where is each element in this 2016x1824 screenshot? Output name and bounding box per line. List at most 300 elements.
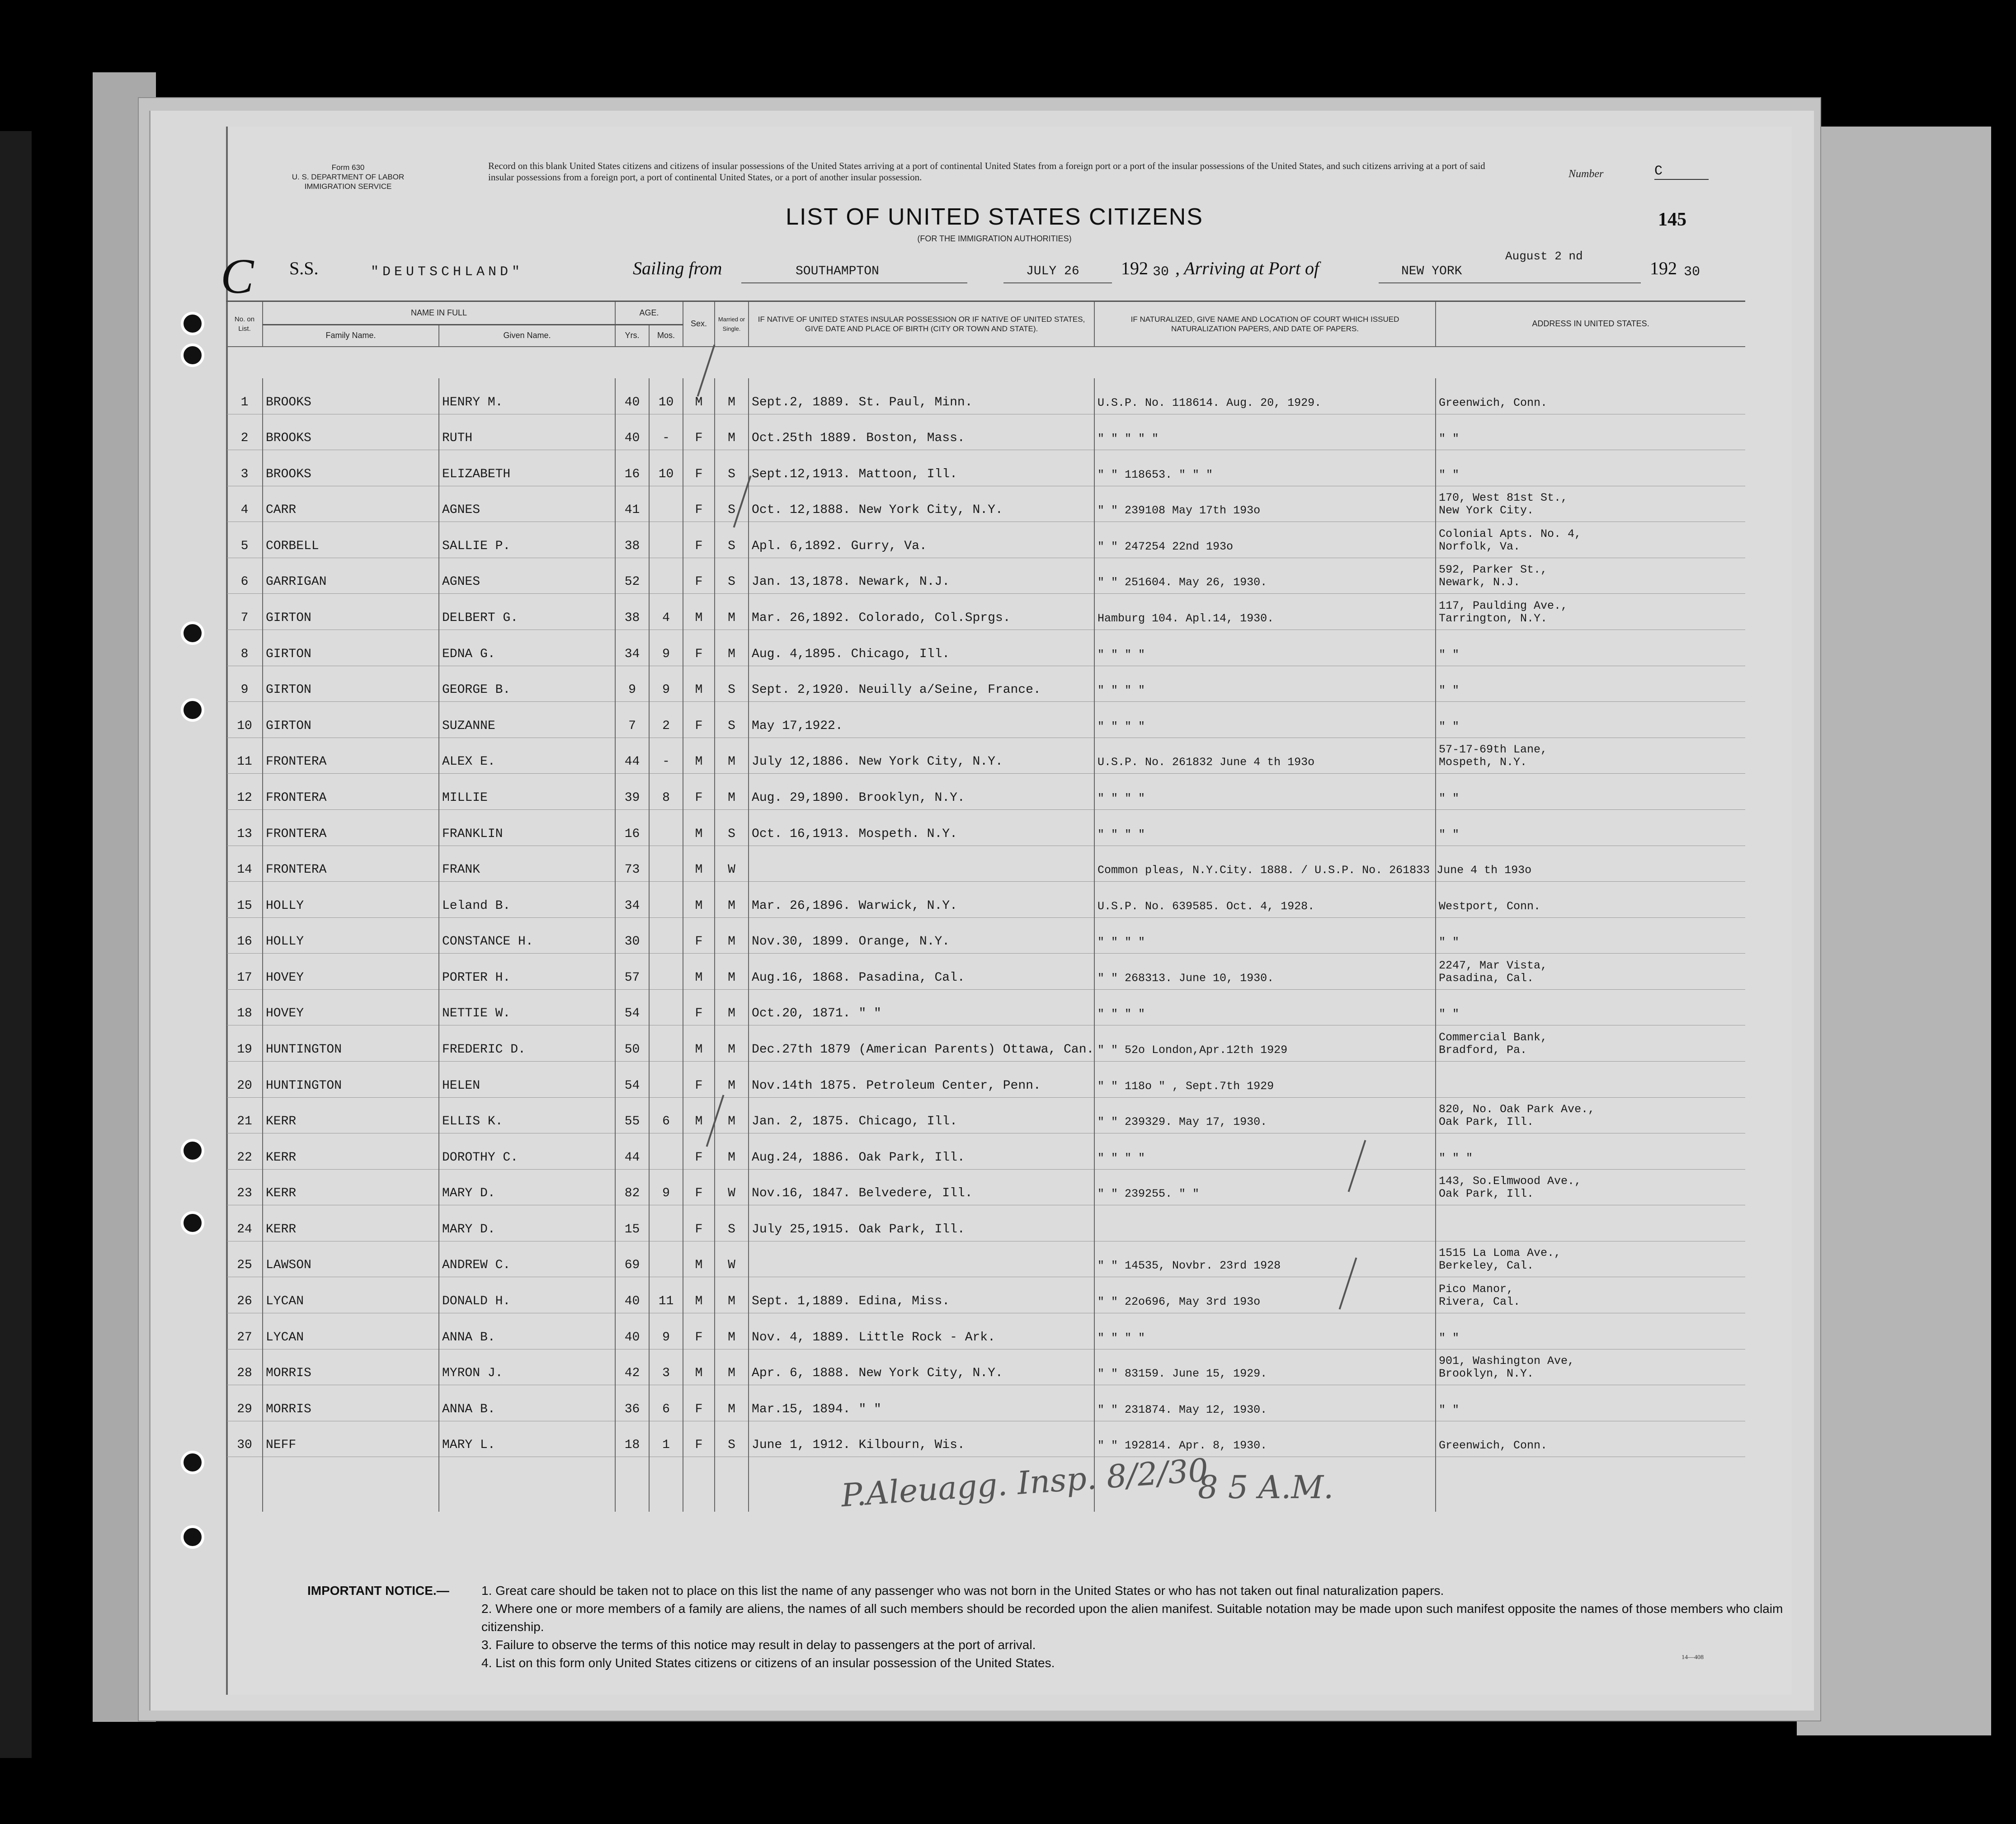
family-name: KERR (263, 1205, 439, 1241)
naturalization: " " " " (1094, 774, 1436, 810)
birth-date: Aug.24, 1886. (752, 1150, 851, 1165)
age-years: 52 (615, 558, 649, 594)
family-name: FRONTERA (263, 809, 439, 846)
col-mos: Mos. (649, 325, 683, 347)
naturalization: " " 247254 22nd 193o (1094, 522, 1436, 558)
row-number: 22 (226, 1133, 263, 1170)
row-number: 30 (226, 1421, 263, 1457)
given-name: ELLIS K. (439, 1097, 615, 1133)
age-months: 6 (649, 1097, 683, 1133)
age-years: 57 (615, 954, 649, 990)
family-name: FRONTERA (263, 738, 439, 774)
row-number: 8 (226, 630, 263, 666)
address-line: Bradford, Pa. (1439, 1043, 1527, 1057)
marital-status: S (715, 1421, 749, 1457)
age-months: 9 (649, 666, 683, 702)
birth-date: Oct.25th 1889. (752, 431, 858, 446)
naturalization: " " " " (1094, 809, 1436, 846)
number-label: Number (1569, 168, 1604, 180)
sailing-from-label: Sailing from (633, 258, 722, 278)
form-code: 14—408 (1682, 1654, 1704, 1661)
col-age: AGE. (615, 301, 683, 325)
notice-item: 3. Failure to observe the terms of this notice may result in delay to passengers at the port of arrival. (481, 1638, 1036, 1652)
form-instructions: Record on this blank United States citizens and citizens of insular possessions of the United States arriving at a port of continental United States from a foreign port or a port of the insular possessions of the United States, and such citizens arriving at a port of said insular possessions from a foreign port, a port of continental United States, or a port of another insular possession. (488, 160, 1485, 183)
age-years: 34 (615, 630, 649, 666)
birth-date: Nov.30, 1899. (752, 935, 851, 949)
address-line: 2247, Mar Vista, (1439, 959, 1548, 972)
table-row (226, 450, 1745, 486)
address (1436, 882, 1745, 918)
address (1436, 414, 1745, 450)
age-months (649, 558, 683, 594)
birth-info (749, 846, 1094, 882)
naturalization: Common pleas, N.Y.City. 1888. / U.S.P. No. 261833 June 4 th 193o (1094, 846, 1436, 882)
birth-info (749, 630, 1094, 666)
address-line: Colonial Apts. No. 4, (1439, 527, 1582, 541)
age-months (649, 917, 683, 954)
passenger-table (226, 301, 1745, 1512)
given-name: MYRON J. (439, 1349, 615, 1385)
address (1436, 1421, 1745, 1457)
birth-place: Chicago, Ill. (851, 647, 950, 661)
birth-info (749, 1385, 1094, 1421)
family-name: LAWSON (263, 1241, 439, 1277)
naturalization: " " 83159. June 15, 1929. (1094, 1349, 1436, 1385)
age-years: 16 (615, 450, 649, 486)
address (1436, 774, 1745, 810)
year-prefix: 192 (1121, 258, 1148, 278)
age-months: 3 (649, 1349, 683, 1385)
col-address: ADDRESS IN UNITED STATES. (1436, 301, 1745, 347)
rule (1379, 282, 1505, 283)
sex: F (683, 522, 715, 558)
sex: F (683, 989, 715, 1025)
address (1436, 738, 1745, 774)
age-months: 4 (649, 594, 683, 630)
age-months (649, 1025, 683, 1062)
birth-date: Oct.20, 1871. (752, 1006, 851, 1021)
family-name: BROOKS (263, 414, 439, 450)
port-from: SOUTHAMPTON (796, 264, 879, 278)
birth-place: Pasadina, Cal. (858, 970, 965, 985)
address-line: Berkeley, Cal. (1439, 1259, 1534, 1273)
given-name: CONSTANCE H. (439, 917, 615, 954)
age-years: 54 (615, 1061, 649, 1097)
col-family: Family Name. (263, 325, 439, 347)
naturalization: U.S.P. No. 118614. Aug. 20, 1929. (1094, 378, 1436, 414)
age-months: 6 (649, 1385, 683, 1421)
row-number: 18 (226, 989, 263, 1025)
col-name: NAME IN FULL (263, 301, 615, 325)
birth-date: July 12,1886. (752, 755, 851, 769)
form-identifier (253, 163, 443, 191)
row-number: 24 (226, 1205, 263, 1241)
notice-heading: IMPORTANT NOTICE.— (307, 1584, 449, 1598)
family-name: HOLLY (263, 917, 439, 954)
empty-cell (263, 1457, 439, 1512)
notice-item: 2. Where one or more members of a family are aliens, the names of all such members should be recorded upon the alien manifest. Suitable notation may be made upon such manifest opposite the names of those members who claim citizenship. (481, 1602, 1783, 1634)
empty-cell (649, 1457, 683, 1512)
departure-year: 30 (1153, 264, 1169, 280)
birth-place: Mospeth. N.Y. (858, 827, 957, 841)
marital-status: M (715, 774, 749, 810)
family-name: HUNTINGTON (263, 1025, 439, 1062)
age-years: 34 (615, 882, 649, 918)
address (1436, 1205, 1745, 1241)
given-name: SUZANNE (439, 702, 615, 738)
family-name: CORBELL (263, 522, 439, 558)
row-number: 15 (226, 882, 263, 918)
row-number: 25 (226, 1241, 263, 1277)
address (1436, 1241, 1745, 1277)
col-no: No. on List. (226, 301, 263, 347)
sex: F (683, 1133, 715, 1170)
birth-place: " " (858, 1006, 881, 1021)
given-name: HELEN (439, 1061, 615, 1097)
birth-date: Aug. 29,1890. (752, 790, 851, 805)
birth-date: Mar. 26,1892. (752, 611, 851, 625)
birth-info (749, 917, 1094, 954)
table-row (226, 1061, 1745, 1097)
address-line: Pasadina, Cal. (1439, 971, 1534, 985)
age-years: 44 (615, 738, 649, 774)
table-row (226, 522, 1745, 558)
birth-info (749, 702, 1094, 738)
family-name: HOLLY (263, 882, 439, 918)
age-months (649, 809, 683, 846)
birth-place: New York City, N.Y. (858, 1366, 1003, 1381)
age-years: 42 (615, 1349, 649, 1385)
birth-place: Colorado, Col.Sprgs. (858, 611, 1011, 625)
birth-date: Mar.15, 1894. (752, 1402, 851, 1416)
marital-status: W (715, 1241, 749, 1277)
sex: F (683, 414, 715, 450)
sex: M (683, 594, 715, 630)
address (1436, 1025, 1745, 1062)
birth-date: Aug. 4,1895. (752, 647, 843, 661)
age-months: - (649, 414, 683, 450)
birth-info (749, 1025, 1094, 1062)
sex: F (683, 1205, 715, 1241)
sex: F (683, 1421, 715, 1457)
birth-place: New York City, N.Y. (858, 755, 1003, 769)
table-row (226, 630, 1745, 666)
address-line: Greenwich, Conn. (1439, 1439, 1548, 1453)
given-name: ANDREW C. (439, 1241, 615, 1277)
family-name: HUNTINGTON (263, 1061, 439, 1097)
address-line: Westport, Conn. (1439, 899, 1541, 913)
birth-place: Warwick, N.Y. (858, 898, 957, 913)
given-name: ALEX E. (439, 738, 615, 774)
marital-status: M (715, 738, 749, 774)
birth-place: Little Rock - Ark. (858, 1330, 995, 1344)
family-name: KERR (263, 1097, 439, 1133)
table-row (226, 738, 1745, 774)
rule (1003, 282, 1112, 283)
address (1436, 1061, 1745, 1097)
address (1436, 917, 1745, 954)
birth-place: Chicago, Ill. (858, 1114, 957, 1129)
sex: F (683, 558, 715, 594)
address (1436, 1097, 1745, 1133)
marital-status: M (715, 954, 749, 990)
row-number: 7 (226, 594, 263, 630)
given-name: PORTER H. (439, 954, 615, 990)
marital-status: M (715, 882, 749, 918)
birth-date: Sept. 1,1889. (752, 1294, 851, 1309)
row-number: 3 (226, 450, 263, 486)
birth-date: Sept.12,1913. (752, 467, 851, 481)
birth-place: Newark, N.J. (858, 575, 950, 589)
address (1436, 558, 1745, 594)
age-years: 38 (615, 522, 649, 558)
address-line: 117, Paulding Ave., (1439, 599, 1568, 613)
naturalization: " " 52o London,Apr.12th 1929 (1094, 1025, 1436, 1062)
given-name: ELIZABETH (439, 450, 615, 486)
address-line: " " (1439, 719, 1460, 733)
arrival-year-prefix: 192 (1650, 258, 1677, 278)
age-months (649, 1061, 683, 1097)
birth-place: St. Paul, Minn. (858, 395, 973, 409)
birth-date: Nov. 4, 1889. (752, 1330, 851, 1344)
birth-date: Aug.16, 1868. (752, 970, 851, 985)
age-months (649, 882, 683, 918)
address (1436, 809, 1745, 846)
birth-place: Brooklyn, N.Y. (858, 790, 965, 805)
birth-date: Dec.27th 1879 (752, 1042, 851, 1057)
family-name: NEFF (263, 1421, 439, 1457)
empty-cell (615, 1457, 649, 1512)
given-name: MARY D. (439, 1205, 615, 1241)
age-months (649, 1205, 683, 1241)
birth-info (749, 809, 1094, 846)
age-months: 9 (649, 1169, 683, 1205)
birth-date: May 17,1922. (752, 719, 843, 733)
table-row (226, 414, 1745, 450)
sex: F (683, 450, 715, 486)
address-line: Norfolk, Va. (1439, 540, 1521, 553)
family-name: FRONTERA (263, 846, 439, 882)
given-name: Leland B. (439, 882, 615, 918)
table-row (226, 1097, 1745, 1133)
family-name: GIRTON (263, 666, 439, 702)
row-number: 27 (226, 1313, 263, 1349)
marital-status: S (715, 450, 749, 486)
binder-hole (181, 343, 204, 367)
row-number: 28 (226, 1349, 263, 1385)
row-number: 6 (226, 558, 263, 594)
marital-status: M (715, 1025, 749, 1062)
col-given: Given Name. (439, 325, 615, 347)
table-row (226, 666, 1745, 702)
age-years: 36 (615, 1385, 649, 1421)
birth-date: Oct. 12,1888. (752, 503, 851, 517)
naturalization: " " " " " (1094, 414, 1436, 450)
page-subtitle: (FOR THE IMMIGRATION AUTHORITIES) (917, 234, 1072, 243)
given-name: RUTH (439, 414, 615, 450)
birth-place: " " (858, 1402, 881, 1416)
marital-status: M (715, 989, 749, 1025)
age-years: 54 (615, 989, 649, 1025)
address (1436, 954, 1745, 990)
address-line: Tarrington, N.Y. (1439, 612, 1548, 625)
naturalization: " " 192814. Apr. 8, 1930. (1094, 1421, 1436, 1457)
age-months: 10 (649, 450, 683, 486)
marital-status: M (715, 1277, 749, 1313)
birth-info (749, 1277, 1094, 1313)
age-months (649, 486, 683, 522)
naturalization (1094, 1205, 1436, 1241)
sex: M (683, 1241, 715, 1277)
row-number: 23 (226, 1169, 263, 1205)
table-row (226, 1385, 1745, 1421)
age-years: 16 (615, 809, 649, 846)
age-months: 1 (649, 1421, 683, 1457)
age-months (649, 954, 683, 990)
age-years: 40 (615, 1313, 649, 1349)
birth-info (749, 774, 1094, 810)
notice-item: 1. Great care should be taken not to place on this list the name of any passenger who was not born in the United States or who has not taken out final naturalization papers. (481, 1584, 1444, 1598)
address-line: 592, Parker St., (1439, 563, 1548, 577)
birth-date: Apl. 6,1892. (752, 539, 843, 553)
form-number: Form 630 (331, 163, 365, 172)
birth-date: Sept.2, 1889. (752, 395, 851, 409)
given-name: DELBERT G. (439, 594, 615, 630)
address (1436, 594, 1745, 630)
birth-place: Neuilly a/Seine, France. (858, 683, 1041, 697)
address-line: Oak Park, Ill. (1439, 1115, 1534, 1129)
naturalization: " " 239255. " " (1094, 1169, 1436, 1205)
birth-place: Edina, Miss. (858, 1294, 950, 1309)
birth-info (749, 1313, 1094, 1349)
birth-info (749, 882, 1094, 918)
birth-info (749, 1349, 1094, 1385)
number-value: C (1654, 164, 1709, 180)
birth-info (749, 450, 1094, 486)
address-line: " " (1439, 684, 1460, 697)
family-name: FRONTERA (263, 774, 439, 810)
family-name: KERR (263, 1169, 439, 1205)
naturalization: U.S.P. No. 261832 June 4 th 193o (1094, 738, 1436, 774)
age-years: 40 (615, 1277, 649, 1313)
age-months (649, 846, 683, 882)
age-months: 2 (649, 702, 683, 738)
given-name: DONALD H. (439, 1277, 615, 1313)
birth-date: Nov.14th 1875. (752, 1078, 858, 1093)
age-years: 69 (615, 1241, 649, 1277)
binder-hole (181, 1211, 204, 1235)
sex: F (683, 1061, 715, 1097)
address (1436, 1277, 1745, 1313)
naturalization: " " " " (1094, 1313, 1436, 1349)
sex: M (683, 1277, 715, 1313)
sex: M (683, 954, 715, 990)
birth-place: Gurry, Va. (851, 539, 927, 553)
marital-status: M (715, 630, 749, 666)
birth-date: Oct. 16,1913. (752, 827, 851, 841)
naturalization: " " 118653. " " " (1094, 450, 1436, 486)
address (1436, 378, 1745, 414)
row-number: 17 (226, 954, 263, 990)
address-line: " " (1439, 827, 1460, 841)
age-months: 9 (649, 630, 683, 666)
header-spacer (226, 347, 1745, 378)
marital-status: M (715, 1133, 749, 1170)
arrival-date: August 2 nd (1505, 249, 1583, 263)
table-row (226, 1169, 1745, 1205)
family-name: BROOKS (263, 450, 439, 486)
sex: M (683, 378, 715, 414)
age-months (649, 522, 683, 558)
address-line: 170, West 81st St., (1439, 491, 1568, 505)
age-months (649, 1133, 683, 1170)
age-years: 40 (615, 378, 649, 414)
sex: F (683, 1169, 715, 1205)
marital-status: S (715, 702, 749, 738)
age-months: 11 (649, 1277, 683, 1313)
family-name: GIRTON (263, 630, 439, 666)
empty-cell (715, 1457, 749, 1512)
birth-info (749, 378, 1094, 414)
birth-info (749, 1241, 1094, 1277)
family-name: LYCAN (263, 1277, 439, 1313)
empty-cell (439, 1457, 615, 1512)
age-months (649, 1241, 683, 1277)
address (1436, 1169, 1745, 1205)
table-row (226, 1241, 1745, 1277)
marital-status: S (715, 558, 749, 594)
table-row (226, 1205, 1745, 1241)
family-name: GIRTON (263, 594, 439, 630)
family-name: GIRTON (263, 702, 439, 738)
age-years: 38 (615, 594, 649, 630)
address-line: " " (1439, 1331, 1460, 1344)
given-name: HENRY M. (439, 378, 615, 414)
port-to: NEW YORK (1401, 264, 1462, 278)
given-name: EDNA G. (439, 630, 615, 666)
marital-status: S (715, 666, 749, 702)
table-row (226, 846, 1745, 882)
col-naturalized: IF NATURALIZED, GIVE NAME AND LOCATION OF COURT WHICH ISSUED NATURALIZATION PAPERS, AND DATE OF PAPERS. (1094, 301, 1436, 347)
row-number: 14 (226, 846, 263, 882)
arriving-label: , Arriving at Port of (1175, 258, 1319, 278)
age-months: 8 (649, 774, 683, 810)
address-line: " " (1439, 468, 1460, 481)
marital-status: M (715, 1313, 749, 1349)
sex: F (683, 486, 715, 522)
address-line: " " (1439, 432, 1460, 446)
birth-date: Jan. 13,1878. (752, 575, 851, 589)
address-line: 1515 La Loma Ave., (1439, 1246, 1561, 1260)
handwritten-mark: C (221, 249, 254, 304)
marital-status: W (715, 1169, 749, 1205)
age-years: 73 (615, 846, 649, 882)
marital-status: M (715, 1385, 749, 1421)
table-row (226, 558, 1745, 594)
address-line: " " (1439, 648, 1460, 661)
address (1436, 1313, 1745, 1349)
binder-right (1797, 127, 1991, 1735)
marital-status: M (715, 1061, 749, 1097)
birth-info (749, 1169, 1094, 1205)
row-number: 26 (226, 1277, 263, 1313)
binder-hole (181, 1525, 204, 1549)
naturalization: " " 118o " , Sept.7th 1929 (1094, 1061, 1436, 1097)
form-service: IMMIGRATION SERVICE (304, 182, 392, 191)
marital-status: M (715, 1349, 749, 1385)
ss-label: S.S. (289, 258, 319, 278)
family-name: HOVEY (263, 989, 439, 1025)
